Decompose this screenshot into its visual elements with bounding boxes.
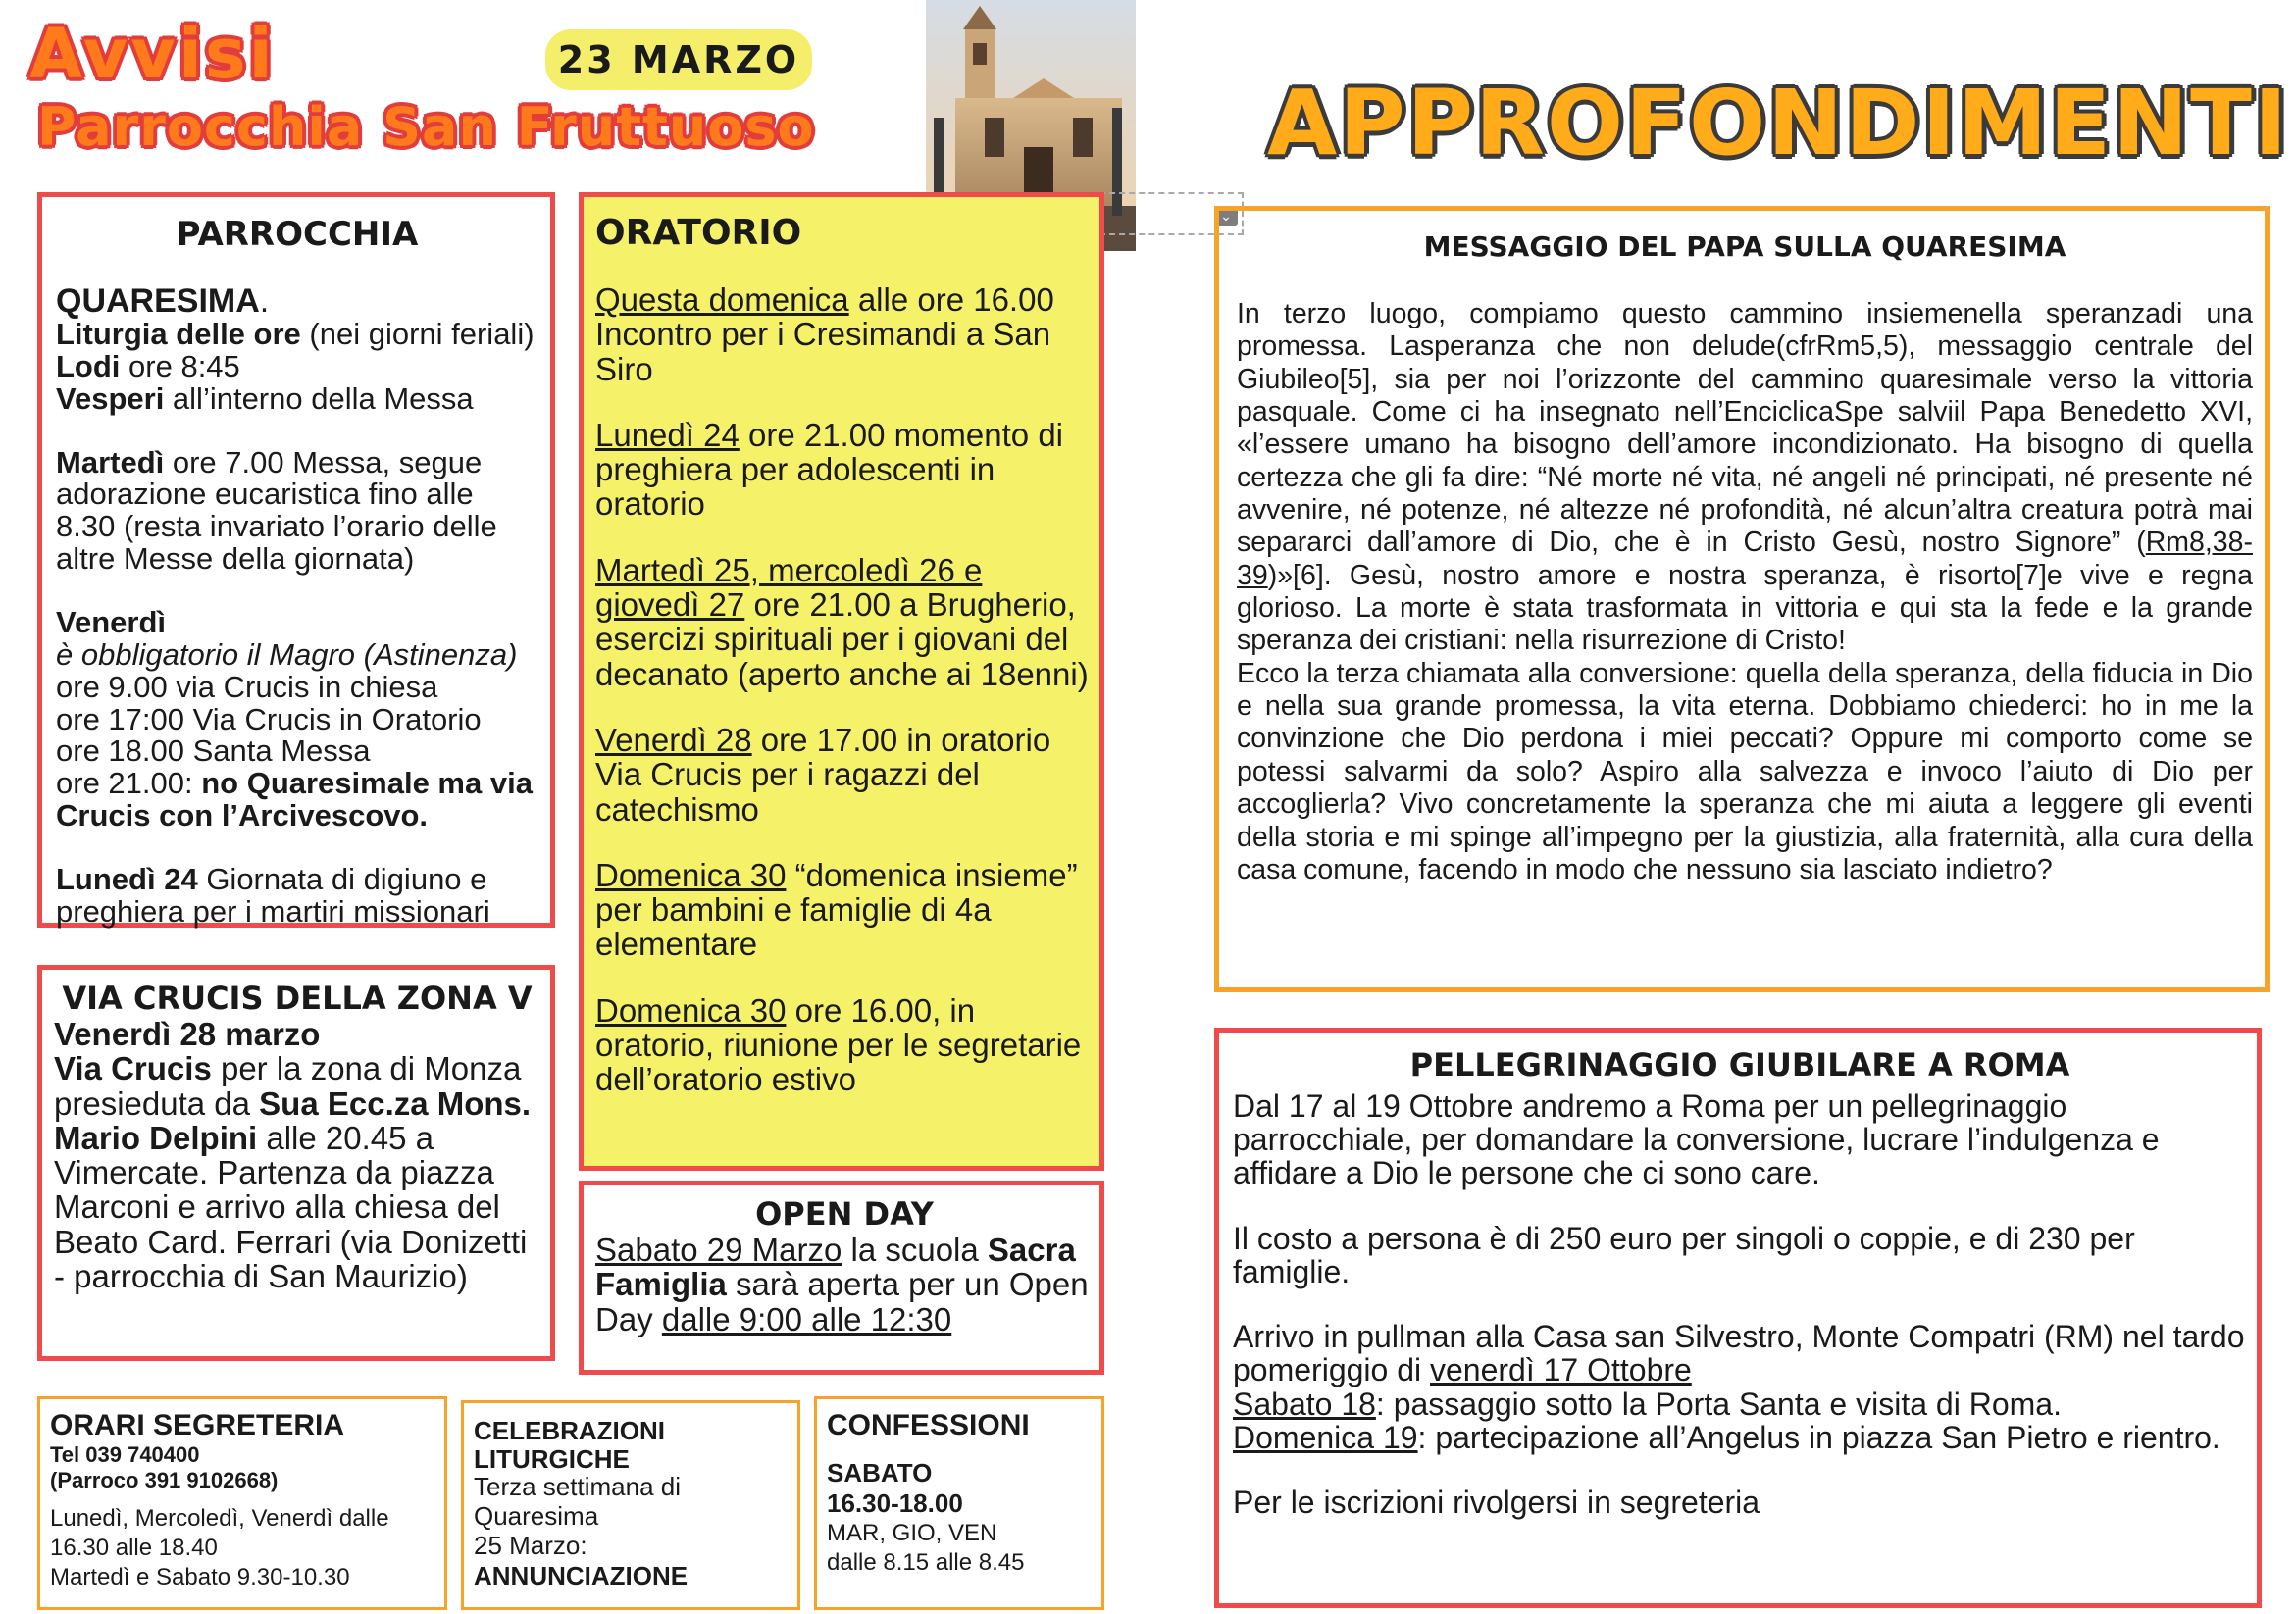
openday-box — [579, 1181, 1104, 1375]
segreteria-hours: Lunedì, Mercoledì, Venerdì dalle 16.30 alle 18.40 — [50, 1504, 389, 1561]
openday-heading: OPEN DAY — [755, 1195, 934, 1233]
oratorio-item: Domenica 30 “domenica insieme” per bambini e famiglie di 4a elementare — [595, 856, 1078, 963]
parrocchia-text: QUARESIMA. Liturgia delle ore (nei giorni feriali) Lodi ore 8:45 Vesperi all’interno della Messa Martedì ore 7.00 Messa, segue adorazione eucaristica fino alle 8.30 (resta invariato l’orario delle altre Messe della giornata) Venerdì è obbligatorio il Magro (Astinenza) ore 9.00 via Crucis in chiesa ore 17:00 Via Crucis in Oratorio ore 18.00 Santa Messa ore 21.00: no Quaresimale ma via Crucis con l’Arcivescovo. Lunedì 24 Giornata di digiuno e preghiera per i martiri missionari — [56, 282, 535, 929]
title-parrocchia: Parrocchia San Fruttuoso — [37, 96, 815, 158]
oratorio-box — [579, 192, 1104, 1171]
parrocchia-heading: PARROCCHIA — [176, 215, 419, 254]
title-avvisi: Avvisi — [29, 14, 276, 94]
oratorio-item: Domenica 30 ore 16.00, in oratorio, riunione per le segretarie dell’oratorio estivo — [595, 991, 1082, 1098]
oratorio-item: Lunedì 24 ore 21.00 momento di preghiera per adolescenti in oratorio — [595, 416, 1064, 523]
date-badge: 23 MARZO — [545, 29, 812, 90]
oratorio-heading: ORATORIO — [595, 213, 802, 253]
chevron-down-icon[interactable]: ⌄ — [1214, 206, 1238, 226]
celebrazioni-line1: Terza settimana di Quaresima — [474, 1472, 681, 1532]
messaggio-box — [1214, 206, 2270, 992]
quaresima-label: QUARESIMA — [56, 282, 260, 320]
viacrucis-text: Venerdì 28 marzo Via Crucis per la zona di Monza presieduta da Sua Ecc.za Mons. Mario Delpini alle 20.45 a Vimercate. Partenza da piazza Marconi e arrivo alla chiesa del Beato Card. Ferrari (via Donizetti - parrocchia di San Maurizio) — [54, 1016, 532, 1295]
confessioni-sabato: SABATO — [827, 1458, 933, 1488]
celebrazioni-line3: ANNUNCIAZIONE — [474, 1560, 689, 1590]
confessioni-sabato-time: 16.30-18.00 — [827, 1488, 963, 1518]
approfondimenti-title: APPROFONDIMENTI — [1267, 71, 2290, 176]
oratorio-list — [595, 282, 1090, 1097]
celebrazioni-line2: 25 Marzo: — [474, 1530, 587, 1560]
parrocchia-box — [37, 192, 555, 928]
segreteria-hours-2: Martedì e Sabato 9.30-10.30 — [50, 1563, 350, 1590]
viacrucis-box — [37, 965, 555, 1361]
confessioni-box — [814, 1396, 1104, 1610]
segreteria-title: ORARI SEGRETERIA — [50, 1409, 345, 1441]
bible-reference-link[interactable]: Rm8,38-39 — [1237, 527, 2253, 591]
messaggio-heading: MESSAGGIO DEL PAPA SULLA QUARESIMA — [1423, 230, 2066, 263]
confessioni-line2: dalle 8.15 alle 8.45 — [827, 1549, 1025, 1576]
celebrazioni-title: CELEBRAZIONI LITURGICHE — [474, 1416, 665, 1474]
confessioni-line1: MAR, GIO, VEN — [827, 1520, 997, 1546]
segreteria-box — [37, 1396, 447, 1610]
celebrazioni-box — [461, 1400, 800, 1610]
pellegrinaggio-box — [1214, 1028, 2262, 1608]
segreteria-parroco: (Parroco 391 9102668) — [50, 1468, 279, 1493]
pellegrinaggio-text: Dal 17 al 19 Ottobre andremo a Roma per un pellegrinaggio parrocchiale, per domandare la conversione, lucrare l’indulgenza e affidare a Dio le persone che ci sono care. Il costo a persona è di 250 euro per singoli o coppie, e di 230 per famiglie. Arrivo in pullman alla Casa san Silvestro, Monte Compatri (RM) nel tardo pomeriggio di venerdì 17 Ottobre Sabato 18: passaggio sotto la Porta Santa e visita di Roma. Domenica 19: partecipazione all’Angelus in piazza San Pietro e rientro. Per le iscrizioni rivolgersi in segreteria — [1233, 1088, 2245, 1521]
pellegrinaggio-heading: PELLEGRINAGGIO GIUBILARE A ROMA — [1409, 1046, 2070, 1084]
viacrucis-heading: VIA CRUCIS DELLA ZONA V — [62, 980, 533, 1017]
openday-text: Sabato 29 Marzo la scuola Sacra Famiglia sarà aperta per un Open Day dalle 9:00 alle 12:30 — [595, 1232, 1089, 1337]
oratorio-item: Venerdì 28 ore 17.00 in oratorio Via Crucis per i ragazzi del catechismo — [595, 721, 1051, 828]
segreteria-tel: Tel 039 740400 — [50, 1442, 200, 1467]
oratorio-item: Martedì 25, mercoledì 26 e giovedì 27 ore 21.00 a Brugherio, esercizi spirituali per i giovani del decanato (aperto anche ai 18enni) — [595, 551, 1089, 692]
messaggio-text: In terzo luogo, compiamo questo cammino insiemenella speranzadi una promessa. Lasperanza che non delude(cfrRm5,5), messaggio centrale del Giubileo[5], sia per noi l’orizzonte del cammino quaresimale verso la vittoria pasquale. Come ci ha insegnato nell’EnciclicaSpe salviil Papa Benedetto XVI, «l’essere umano ha bisogno dell’amore incondizionato. Ha bisogno di quella certezza che gli fa dire: “Né morte né vita, né angeli né principati, né presente né avvenire, né potenze, né altezze né profondità, né alcun’altra creatura potrà mai separarci dall’amore di Dio, che è in Cristo Gesù, nostro Signore” (Rm8,38-39)»[6]. Gesù, nostro amore e nostra speranza, è risorto[7]e vive e regna glorioso. La morte è stata trasformata in vittoria e qui sta la fede e la grande speranza dei cristiani: nella risurrezione di Cristo! Ecco la terza chiamata alla conversione: quella della speranza, della fiducia in Dio e nella sua grande promessa, la vita eterna. Dobbiamo chiederci: ho in me la convinzione che Dio perdona i miei peccati? Oppure mi comporto come se potessi salvarmi da solo? Aspiro alla salvezza e invoco l’aiuto di Dio per accoglierla? Vivo concretamente la speranza che mi aiuta a leggere gli eventi della storia e mi spinge all’impegno per la giustizia, alla fraternità, alla cura della casa comune, facendo in modo che nessuno sia lasciato indietro? — [1237, 298, 2253, 885]
confessioni-title: CONFESSIONI — [827, 1409, 1030, 1441]
oratorio-item: Questa domenica alle ore 16.00 Incontro per i Cresimandi a San Siro — [595, 281, 1054, 387]
